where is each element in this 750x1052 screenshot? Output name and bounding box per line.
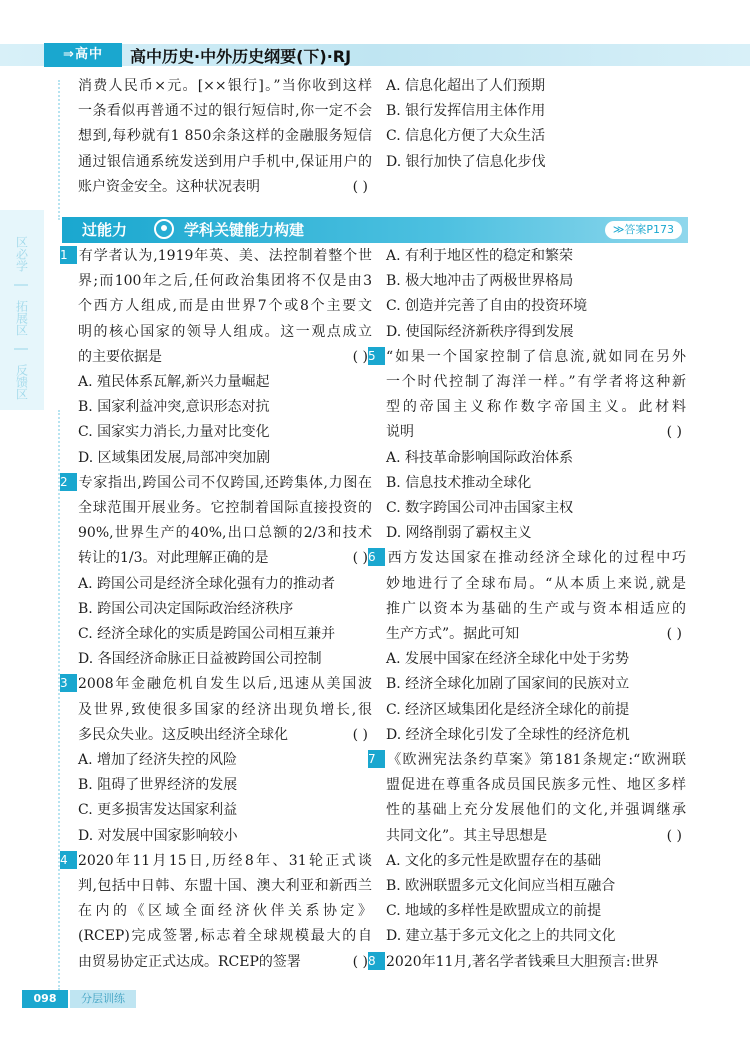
series-logo: ⇒高中 bbox=[44, 43, 122, 67]
option-c[interactable]: C. 更多损害发达国家利益 bbox=[78, 802, 238, 819]
answer-blank[interactable]: ( ) bbox=[666, 424, 682, 441]
side-tab-label: 反馈区 bbox=[14, 364, 29, 400]
stem-line bbox=[60, 849, 372, 874]
answer-blank[interactable]: ( ) bbox=[352, 348, 368, 365]
question-continued-options bbox=[386, 74, 686, 175]
stem-line: 一条看似再普通不过的银行短信时,你一定不会 bbox=[78, 103, 372, 120]
section-subtitle: 学科关键能力构建 bbox=[184, 221, 305, 239]
section-title: 过能力 bbox=[82, 221, 128, 239]
option-b[interactable]: B. 极大地冲击了两极世界格局 bbox=[386, 273, 574, 290]
option-b[interactable]: B. 信息技术推动全球化 bbox=[386, 474, 532, 491]
option-d[interactable]: D. 银行加快了信息化步伐 bbox=[386, 153, 546, 170]
stem-text: “如果一个国家控制了信息流,就如同在另外 bbox=[386, 348, 686, 365]
question-continued bbox=[78, 74, 372, 200]
stem-line bbox=[368, 950, 686, 975]
question-6 bbox=[368, 546, 686, 748]
side-tabs bbox=[0, 210, 44, 410]
stem-line bbox=[78, 175, 372, 200]
stem-line: (RCEP)完成签署,标志着全球规模最大的自 bbox=[78, 928, 372, 945]
stem-line: 盟促进在尊重各成员国民族多元性、地区多样 bbox=[386, 777, 686, 794]
stem-line: 在内的《区域全面经济伙伴关系协定》 bbox=[78, 903, 372, 920]
stem-line bbox=[60, 672, 372, 697]
header bbox=[0, 34, 750, 74]
question-2 bbox=[60, 471, 372, 673]
question-5 bbox=[368, 345, 686, 547]
option-a[interactable]: A. 文化的多元性是欧盟存在的基础 bbox=[386, 852, 602, 869]
option-b[interactable]: B. 国家利益冲突,意识形态对抗 bbox=[78, 399, 270, 416]
stem-line: 判,包括中日韩、东盟十国、澳大利亚和新西兰 bbox=[78, 878, 372, 895]
stem-line: 90%,世界生产的40%,出口总额的2/3和技术 bbox=[78, 525, 372, 542]
answer-blank[interactable]: ( ) bbox=[352, 953, 368, 970]
option-b[interactable]: B. 阻碍了世界经济的发展 bbox=[78, 777, 238, 794]
stem-text: 专家指出,跨国公司不仅跨国,还跨集体,力图在 bbox=[78, 474, 372, 491]
target-icon bbox=[154, 219, 174, 239]
side-tab-label: 区必学 bbox=[14, 236, 29, 272]
book-title: 高中历史·中外历史纲要(下)·RJ bbox=[130, 47, 352, 66]
answer-blank[interactable]: ( ) bbox=[352, 178, 368, 195]
side-tab-divider bbox=[14, 348, 28, 350]
question-number: 5 bbox=[368, 347, 385, 365]
stem-line: 妙地进行了全球布局。“从本质上来说,就是 bbox=[386, 575, 686, 592]
stem-line: 个西方人组成,而是由世界7个或8个主要文 bbox=[78, 298, 372, 315]
footer-label: 分层训练 bbox=[70, 990, 136, 1008]
question-number: 1 bbox=[60, 246, 77, 264]
stem-line: 全球范围开展业务。它控制着国际直接投资的 bbox=[78, 500, 372, 517]
option-c[interactable]: C. 信息化方便了大众生活 bbox=[386, 128, 546, 145]
option-b[interactable]: B. 跨国公司决定国际政治经济秩序 bbox=[78, 600, 294, 617]
stem-line: 明的核心国家的领导人组成。这一观点成立 bbox=[78, 323, 372, 340]
stem-line: 想到,每秒就有1 850余条这样的金融服务短信 bbox=[78, 128, 372, 145]
stem-line: 及世界,致使很多国家的经济出现负增长,很 bbox=[78, 701, 372, 718]
stem-text: 《欧洲宪法条约草案》第181条规定:“欧洲联 bbox=[386, 752, 686, 769]
option-a[interactable]: A. 发展中国家在经济全球化中处于劣势 bbox=[386, 651, 630, 668]
stem-line bbox=[386, 824, 686, 849]
question-number: 6 bbox=[368, 548, 385, 566]
stem-line: 消费人民币×元。[××银行]。”当你收到这样 bbox=[78, 78, 372, 94]
question-number: 2 bbox=[60, 473, 77, 491]
stem-line bbox=[386, 420, 686, 445]
option-c[interactable]: C. 创造并完善了自由的投资环境 bbox=[386, 298, 588, 315]
stem-text: 有学者认为,1919年英、美、法控制着整个世 bbox=[78, 248, 372, 264]
stem-line: 型的帝国主义称作数字帝国主义。此材料 bbox=[386, 399, 686, 416]
question-number: 7 bbox=[368, 750, 385, 768]
option-c[interactable]: C. 经济全球化的实质是跨国公司相互兼并 bbox=[78, 626, 336, 643]
side-tab-bixue[interactable] bbox=[0, 230, 44, 290]
stem-line bbox=[386, 622, 686, 647]
question-number: 8 bbox=[368, 952, 385, 970]
stem-text: 账户资金安全。这种状况表明 bbox=[78, 178, 260, 195]
stem-line: 通过银信通系统发送到用户手机中,保证用户的 bbox=[78, 153, 372, 170]
question-8 bbox=[368, 950, 686, 975]
option-c[interactable]: C. 数字跨国公司冲击国家主权 bbox=[386, 500, 574, 517]
section-header bbox=[62, 217, 688, 243]
option-b[interactable]: B. 银行发挥信用主体作用 bbox=[386, 103, 546, 120]
question-7 bbox=[368, 748, 686, 950]
option-a[interactable]: A. 增加了经济失控的风险 bbox=[78, 752, 238, 769]
option-a[interactable]: A. 殖民体系瓦解,新兴力量崛起 bbox=[78, 374, 270, 391]
stem-line: 推广以资本为基础的生产或与资本相适应的 bbox=[386, 600, 686, 617]
stem-line bbox=[78, 723, 372, 748]
right-column bbox=[368, 244, 686, 975]
option-a[interactable]: A. 跨国公司是经济全球化强有力的推动者 bbox=[78, 575, 336, 592]
stem-line bbox=[60, 471, 372, 496]
side-tab-divider bbox=[14, 284, 28, 286]
stem-text: 2020年11月15日,历经8年、31轮正式谈 bbox=[78, 852, 372, 869]
side-tab-fankui[interactable] bbox=[0, 358, 44, 418]
option-b[interactable]: B. 经济全球化加剧了国家间的民族对立 bbox=[386, 676, 630, 693]
stem-line bbox=[78, 950, 372, 975]
option-a[interactable]: A. 有利于地区性的稳定和繁荣 bbox=[386, 248, 574, 264]
stem-line bbox=[78, 546, 372, 571]
answer-blank[interactable]: ( ) bbox=[666, 626, 682, 643]
side-tab-tuozhan[interactable] bbox=[0, 294, 44, 354]
option-c[interactable]: C. 地域的多样性是欧盟成立的前提 bbox=[386, 903, 602, 920]
answer-page-link[interactable]: ≫答案P173 bbox=[605, 221, 682, 239]
stem-text: 转让的1/3。对此理解正确的是 bbox=[78, 550, 269, 567]
stem-line bbox=[368, 345, 686, 370]
option-d[interactable]: D. 建立基于多元文化之上的共同文化 bbox=[386, 928, 616, 945]
question-number: 4 bbox=[60, 851, 77, 869]
stem-text: 2020年11月,著名学者钱乘旦大胆预言:世界 bbox=[386, 953, 659, 970]
stem-line: 界;而100年之后,任何政治集团将不仅是由3 bbox=[78, 273, 372, 290]
stem-line bbox=[368, 546, 686, 571]
stem-text: 的主要依据是 bbox=[78, 348, 162, 365]
stem-text: 由贸易协定正式达成。RCEP的签署 bbox=[78, 953, 301, 970]
stem-line: 性的基础上充分发展他们的文化,并强调继承 bbox=[386, 802, 686, 819]
footer bbox=[0, 990, 750, 1010]
stem-text: 2008年金融危机自发生以后,迅速从美国波 bbox=[78, 676, 372, 693]
stem-text: 生产方式”。据此可知 bbox=[386, 626, 520, 643]
side-tab-label: 拓展区 bbox=[14, 300, 29, 336]
question-1 bbox=[60, 244, 372, 471]
option-d[interactable]: D. 经济全球化引发了全球性的经济危机 bbox=[386, 726, 630, 743]
stem-line bbox=[60, 244, 372, 269]
left-column bbox=[60, 244, 372, 975]
option-a[interactable]: A. 信息化超出了人们预期 bbox=[386, 78, 546, 94]
option-d[interactable]: D. 各国经济命脉正日益被跨国公司控制 bbox=[78, 651, 322, 668]
stem-line: 一个时代控制了海洋一样。”有学者将这种新 bbox=[386, 374, 686, 391]
margin-rule bbox=[58, 80, 68, 220]
stem-line bbox=[368, 748, 686, 773]
option-d[interactable]: D. 使国际经济新秩序得到发展 bbox=[386, 323, 574, 340]
answer-blank[interactable]: ( ) bbox=[352, 550, 368, 567]
stem-text: 共同文化”。其主导思想是 bbox=[386, 827, 548, 844]
question-3 bbox=[60, 672, 372, 848]
option-c[interactable]: C. 国家实力消长,力量对比变化 bbox=[78, 424, 270, 441]
stem-line bbox=[78, 345, 372, 370]
question-4-options bbox=[386, 244, 686, 345]
margin-rule bbox=[58, 410, 68, 990]
option-d[interactable]: D. 网络削弱了霸权主义 bbox=[386, 525, 532, 542]
option-d[interactable]: D. 对发展中国家影响较小 bbox=[78, 827, 238, 844]
stem-text: 说明 bbox=[386, 424, 414, 441]
option-b[interactable]: B. 欧洲联盟多元文化间应当相互融合 bbox=[386, 878, 616, 895]
question-number: 3 bbox=[60, 674, 77, 692]
answer-blank[interactable]: ( ) bbox=[666, 827, 682, 844]
stem-text: 多民众失业。这反映出经济全球化 bbox=[78, 726, 288, 743]
answer-blank[interactable]: ( ) bbox=[352, 726, 368, 743]
page-number: 098 bbox=[22, 990, 68, 1008]
option-c[interactable]: C. 经济区域集团化是经济全球化的前提 bbox=[386, 701, 630, 718]
stem-text: 西方发达国家在推动经济全球化的过程中巧 bbox=[386, 550, 686, 567]
option-d[interactable]: D. 区域集团发展,局部冲突加剧 bbox=[78, 449, 271, 466]
question-4 bbox=[60, 849, 372, 975]
option-a[interactable]: A. 科技革命影响国际政治体系 bbox=[386, 449, 574, 466]
